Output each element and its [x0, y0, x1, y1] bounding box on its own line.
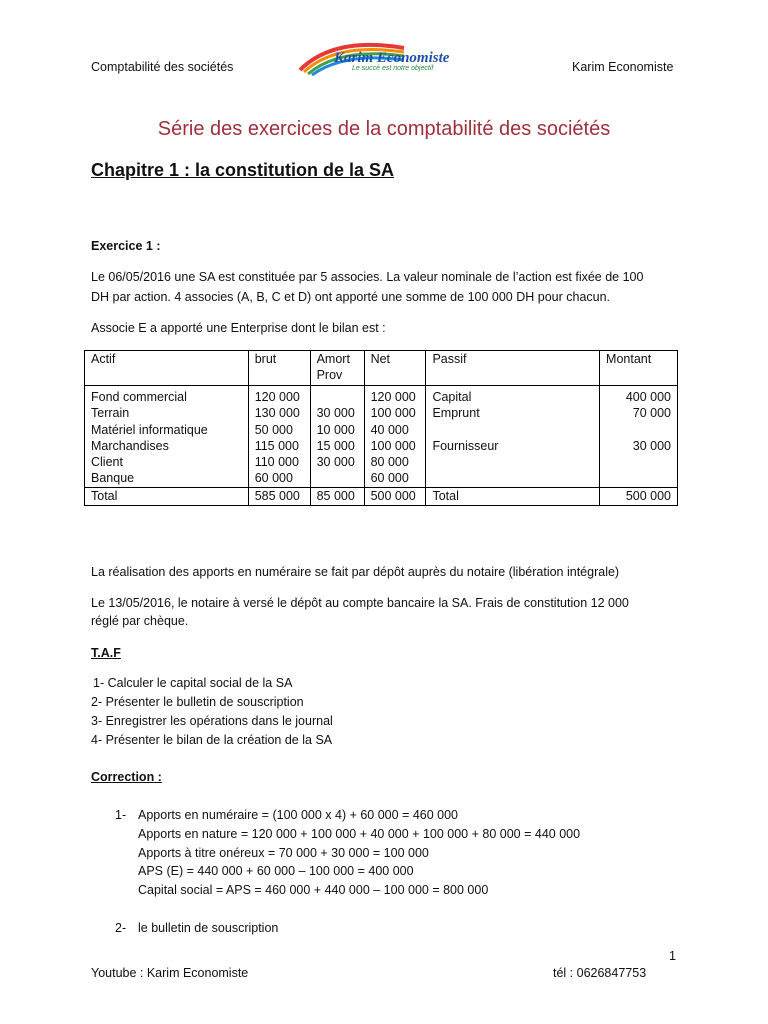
correction-line-3: Apports à titre onéreux = 70 000 + 30 000 = 100 000 — [138, 846, 429, 860]
bilan-header-row — [85, 351, 678, 386]
bilan-cell-amort: 10 000 — [310, 422, 364, 438]
correction-line-1: Apports en numéraire = (100 000 x 4) + 60 000 = 460 000 — [138, 808, 459, 822]
bilan-cell-passif: Capital — [426, 386, 600, 406]
taf-item-4: 4- Présenter le bilan de la création de la SA — [91, 733, 333, 747]
bilan-cell-montant — [600, 470, 678, 487]
bilan-cell-montant — [600, 422, 678, 438]
col-amort-line2: Prov — [316, 368, 343, 382]
bilan-cell-passif — [426, 422, 600, 438]
page-number: 1 — [669, 949, 676, 963]
bilan-row — [85, 386, 678, 406]
bilan-cell-passif — [426, 470, 600, 487]
bilan-cell-montant: 30 000 — [600, 438, 678, 454]
bilan-cell-montant: 70 000 — [600, 405, 678, 421]
logo-tagline: Le succé est notre objectif — [352, 65, 434, 72]
bilan-cell-brut: 50 000 — [248, 422, 310, 438]
bilan-cell-net: 100 000 — [364, 438, 426, 454]
correction-item-2-number: 2- — [115, 921, 127, 935]
notaire-paragraph-line-2: réglé par chèque. — [91, 614, 189, 628]
total-brut: 585 000 — [248, 487, 310, 505]
col-actif: Actif — [85, 351, 249, 386]
bilan-cell-brut: 60 000 — [248, 470, 310, 487]
correction-heading: Correction : — [91, 770, 162, 784]
logo-name: Karim Economiste — [334, 50, 450, 66]
chapter-title: Chapitre 1 : la constitution de la SA — [91, 160, 395, 180]
bilan-cell-net: 80 000 — [364, 454, 426, 470]
bilan-cell-passif: Fournisseur — [426, 438, 600, 454]
exercise-paragraph-2: Associe E a apporté une Enterprise dont le bilan est : — [91, 321, 386, 335]
bilan-total-row — [85, 487, 678, 505]
bilan-cell-net: 120 000 — [364, 386, 426, 406]
col-brut: brut — [248, 351, 310, 386]
bilan-row — [85, 470, 678, 487]
realisation-paragraph: La réalisation des apports en numéraire se fait par dépôt auprès du notaire (libération intégrale) — [91, 565, 620, 579]
bilan-cell-brut: 115 000 — [248, 438, 310, 454]
bilan-cell-montant: 400 000 — [600, 386, 678, 406]
notaire-paragraph-line-1: Le 13/05/2016, le notaire à versé le dépôt au compte bancaire la SA. Frais de constitution 12 000 — [91, 596, 629, 610]
correction-line-4: APS (E) = 440 000 + 60 000 – 100 000 = 400 000 — [138, 864, 414, 878]
bilan-cell-passif: Emprunt — [426, 405, 600, 421]
total-net: 500 000 — [364, 487, 426, 505]
correction-item-1-number: 1- — [115, 808, 127, 822]
header-left: Comptabilité des sociétés — [91, 60, 234, 74]
karim-economiste-logo — [294, 40, 464, 76]
page-title: Série des exercices de la comptabilité des sociétés — [157, 118, 611, 140]
taf-heading: T.A.F — [91, 646, 121, 660]
bilan-cell-actif: Banque — [85, 470, 249, 487]
exercise-heading: Exercice 1 : — [91, 239, 161, 253]
total-amort: 85 000 — [310, 487, 364, 505]
taf-item-3: 3- Enregistrer les opérations dans le journal — [91, 714, 333, 728]
bilan-cell-actif: Matériel informatique — [85, 422, 249, 438]
bilan-row — [85, 438, 678, 454]
bilan-cell-actif: Marchandises — [85, 438, 249, 454]
total-passif: Total — [426, 487, 600, 505]
col-amort-line1: Amort — [316, 352, 350, 366]
correction-line-2: Apports en nature = 120 000 + 100 000 + 40 000 + 100 000 + 80 000 = 440 000 — [138, 827, 581, 841]
bilan-cell-brut: 110 000 — [248, 454, 310, 470]
total-actif: Total — [85, 487, 249, 505]
bilan-cell-brut: 130 000 — [248, 405, 310, 421]
bilan-cell-amort: 30 000 — [310, 405, 364, 421]
bilan-table — [84, 350, 678, 506]
exercise-paragraph-line-1: Le 06/05/2016 une SA est constituée par 5 associes. La valeur nominale de l’action est fixée de 100 — [91, 270, 644, 284]
bilan-cell-amort — [310, 386, 364, 406]
bilan-cell-amort — [310, 470, 364, 487]
bilan-cell-montant — [600, 454, 678, 470]
footer-right: tél : 0626847753 — [553, 966, 647, 980]
footer-left: Youtube : Karim Economiste — [91, 966, 249, 980]
bilan-row — [85, 405, 678, 421]
bilan-cell-passif — [426, 454, 600, 470]
bilan-row — [85, 454, 678, 470]
header-right: Karim Economiste — [572, 60, 674, 74]
correction-line-5: Capital social = APS = 460 000 + 440 000 – 100 000 = 800 000 — [138, 883, 489, 897]
exercise-paragraph-line-2: DH par action. 4 associes (A, B, C et D) ont apporté une somme de 100 000 DH pour chacun. — [91, 290, 611, 304]
col-net: Net — [364, 351, 426, 386]
bilan-cell-actif: Client — [85, 454, 249, 470]
bilan-cell-actif: Terrain — [85, 405, 249, 421]
bilan-cell-amort: 15 000 — [310, 438, 364, 454]
bilan-row — [85, 422, 678, 438]
bilan-cell-net: 100 000 — [364, 405, 426, 421]
col-amort — [310, 351, 364, 386]
col-passif: Passif — [426, 351, 600, 386]
bilan-cell-net: 60 000 — [364, 470, 426, 487]
total-montant: 500 000 — [600, 487, 678, 505]
bilan-cell-brut: 120 000 — [248, 386, 310, 406]
correction-item-2: le bulletin de souscription — [138, 921, 279, 935]
bilan-cell-net: 40 000 — [364, 422, 426, 438]
taf-item-1: 1- Calculer le capital social de la SA — [93, 676, 293, 690]
col-montant: Montant — [600, 351, 678, 386]
bilan-cell-amort: 30 000 — [310, 454, 364, 470]
taf-item-2: 2- Présenter le bulletin de souscription — [91, 695, 304, 709]
bilan-cell-actif: Fond commercial — [85, 386, 249, 406]
